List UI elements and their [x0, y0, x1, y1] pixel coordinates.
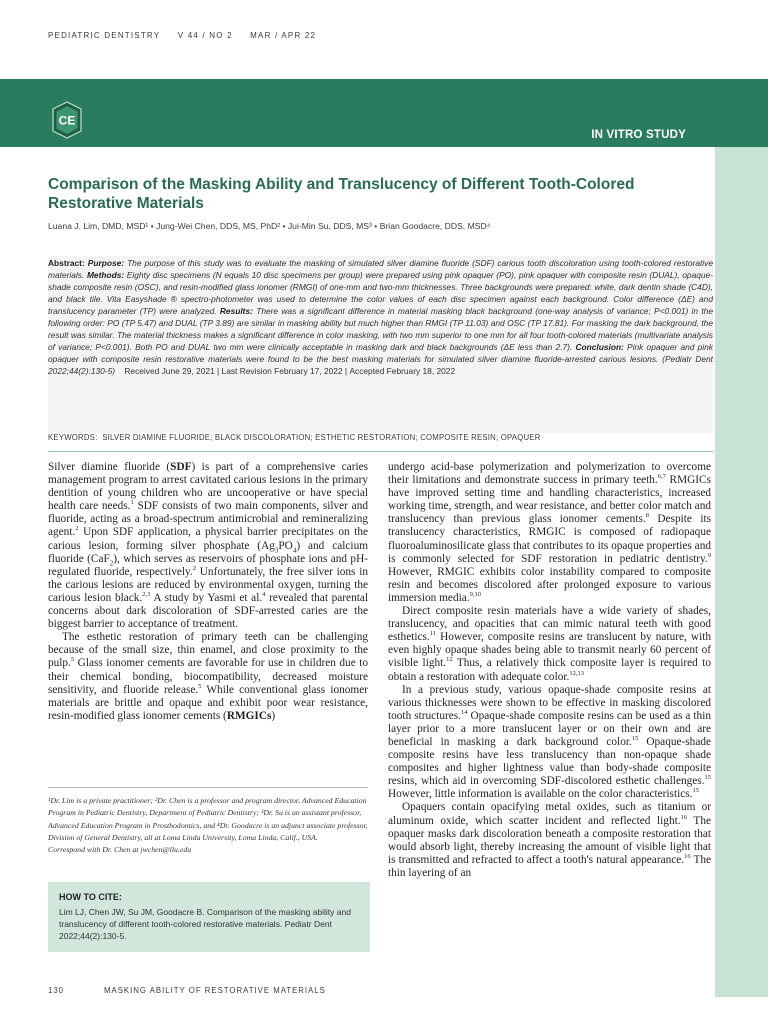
keywords-label: KEYWORDS: — [48, 433, 98, 442]
abstract-label: Abstract: — [48, 258, 85, 268]
issue-volume: V 44 / NO 2 — [177, 31, 233, 40]
methods-label: Methods: — [86, 270, 125, 281]
ce-badge-icon — [52, 101, 82, 139]
footnote-affiliations: ¹Dr. Lim is a private practitioner; ²Dr. Chen is a professor and program director, Advanced Education Program in Pediatric Dentistry, Department of Pediatric Dentistry; ³Dr. Su is an assistant professor, Advanced Education Program in Prosthodontics, and ⁴Dr. Goodacre is an adjunct associate professor, Division of General Dentistry, all at Loma Linda University, Loma Linda, Calif., USA. — [48, 796, 368, 842]
accepted-date: Accepted February 18, 2022 — [349, 366, 456, 377]
side-band — [715, 147, 768, 997]
affiliations-footnote — [48, 795, 370, 856]
separator: | — [217, 366, 220, 377]
journal-name: PEDIATRIC DENTISTRY — [48, 31, 161, 40]
body-paragraph: Direct composite resin materials have a wide variety of shades, translucency, and opacities that can mimic natural teeth with good esthetics.$^{11}$ However, composite resins are translucent by nature, with even highly opaque shades being able to transmit nearly 60 percent of visible light.$^{12}$ Thus, a relatively thick composite layer is required to obtain a restoration with adequate color.$^{12,13}$ — [388, 605, 711, 683]
citation: (Pediatr Dent 2022;44(2):130-5) — [48, 354, 714, 377]
keywords — [48, 433, 713, 442]
keywords-rule — [48, 451, 713, 452]
article-title: Comparison of the Masking Ability and Translucency of Different Tooth-Colored Restorative Materials — [48, 176, 635, 212]
footnote-correspondence: Correspond with Dr. Chen at jwchen@llu.edu — [48, 845, 192, 855]
how-to-cite-text: Lim LJ, Chen JW, Su JM, Goodacre B. Comparison of the masking ability and translucency of different tooth-colored restorative materials. Pediatr Dent 2022;44(2):130-5. — [59, 907, 351, 942]
how-to-cite-title: HOW TO CITE: — [59, 892, 122, 902]
conclusion-label: Conclusion: — [575, 342, 624, 353]
conclusion-text: Pink opaquer and pink opaquer with composite resin restorative materials were found to be the best masking materials for simulated silver diamine fluoride-arrested carious lesions. — [48, 342, 713, 365]
body-paragraph: Opaquers contain opacifying metal oxides, such as titanium or aluminum oxide, which scatter incident and reflected light.$^{16}$ The opaquer masks dark discoloration beneath a composite restoration that would absorb light, thereby increasing the amount of visible light that is transmitted and refracted to affect a tooth's natural appearance.$^{16}$ The thin layering of an — [388, 801, 712, 879]
page-number: 130 — [48, 986, 65, 995]
footnote-rule — [48, 787, 368, 788]
purpose-label: Purpose: — [87, 258, 125, 268]
body-paragraph: The esthetic restoration of primary teeth can be challenging because of the small size, thin enamel, and close proximity to the pulp.$^5$ Glass ionomer cements are favorable for use in children due to their chemical bonding, biocompatibility, decreased moisture sensitivity, and fluoride release.$^5$ While conventional glass ionomer materials are brittle and opaque and exhibit poor wear resistance, resin-modified glass ionomer cements (RMGICs) — [48, 631, 368, 722]
body-column-left — [48, 461, 368, 723]
methods-text: Eighty disc specimens (N equals 10 disc specimens per group) were prepared using pink opaquer (PO), pink opaquer with composite resin (DUAL), opaque-shade composite resin (OSC), and resin-modified glass ionomer (RMGI) of one-mm and two-mm thicknesses. Three backgrounds were prepared: white, dark dentin shade (C4D), and black tile. Vita Easyshade ® spectro-photometer was used to determine the color values of each disc specimen against each background. Color difference (ΔE) and translucency parameter (TP) were analyzed. — [48, 270, 713, 317]
issue-date: MAR / APR 22 — [250, 31, 317, 40]
results-label: Results: — [219, 306, 253, 317]
purpose-text: The purpose of this study was to evaluate the masking of simulated silver diamine fluoride (SDF) carious tooth discoloration using tooth-colored restorative materials. — [48, 258, 714, 281]
footer-short-title: MASKING ABILITY OF RESTORATIVE MATERIALS — [104, 986, 326, 995]
author-line: Luana J. Lim, DMD, MSD¹ • Jung-Wei Chen, DDS, MS, PhD² • Jui-Min Su, DDS, MS³ • Brian Goodacre, DDS, MSD⁴ — [48, 221, 491, 231]
results-text: There was a significant difference in material masking black background (one-way analysis of variance; P<0.001) in the following order: PO (TP 5.47) and DUAL (TP 3.89) are similar in masking ability but much higher than RMGI (TP 11.03) and OSC (TP 17.81). For masking the dark background, the result was similar. The material thickness makes a significant difference in color masking, with two mm superior to one mm for all four tooth-colored materials (multivariate analysis of variance; P<0.001). Both PO and DUAL two mm were clinically acceptable in masking dark and black backgrounds (ΔE less than 2.7). — [48, 306, 713, 353]
running-head — [48, 31, 330, 40]
body-column-right — [388, 461, 711, 880]
body-paragraph: In a previous study, various opaque-shade composite resins at various thicknesses were shown to be effective in masking discolored tooth structures.$^{14}$ Opaque-shade composite resins can be used as a thin layer prior to a more translucent layer or on their own and are beneficial in masking a dark background color.$^{15}$ Opaque-shade composite resins have less translucency than non-opaque shade composites and higher lightness value than body-shade composite resins, which aid in overcoming SDF-discolored esthetic challenges.$^{15}$ However, little information is available on the color characteristics.$^{15}$ — [388, 683, 711, 801]
keywords-list: SILVER DIAMINE FLUORIDE; BLACK DISCOLORATION; ESTHETIC RESTORATION; COMPOSITE RESIN; OPAQUER — [102, 433, 541, 442]
received-date: Received June 29, 2021 — [124, 366, 215, 377]
revision-date: Last Revision February 17, 2022 — [221, 366, 343, 377]
ce-letters: CE — [58, 113, 76, 128]
abstract-text — [48, 257, 713, 377]
body-paragraph: undergo acid-base polymerization and polymerization to overcome their limitations and demonstrate success in primary teeth.$^{6,7}$ RMGICs have improved setting time and handling characteristics, increased working time, strength, and wear resistance, and better color match and translucency than previous glass ionomer cements.$^8$ Despite its translucency characteristics, RMGIC is composed of radiopaque fluoroaluminosilicate glass that contributes to its opaque properties and is commonly selected for SDF restoration in pediatric dentistry.$^9$ However, RMGIC exhibits color instability compared to composite resin and becomes discolored after prolonged exposure to various immersion media.$^{9,10}$ — [388, 461, 711, 604]
separator: | — [344, 366, 348, 377]
study-type-label: IN VITRO STUDY — [591, 129, 686, 141]
page-footer — [48, 986, 326, 995]
body-paragraph: Silver diamine fluoride (SDF) is part of a comprehensive caries management program to arrest cavitated carious lesions in the primary dentition of young children who are uncooperative or have special health care needs.$^1$ SDF consists of two main components, silver and fluoride, acting as a broad-spectrum antimicrobial and remineralizing agent.$^2$ Upon SDF application, a physical barrier precipitates on the carious lesion, forming silver phosphate $(Ag_3PO_4)$ and calcium fluoride (CaF$_2$), which serves as reservoirs of phosphate ions and pH-regulated fluoride, respectively.$^2$ Unfortunately, the free silver ions in the carious lesions are reduced by environmental oxygen, turning the carious lesion black.$^{2,3}$ A study by Yasmi et al.$^4$ revealed that parental concerns about dark discoloration of SDF-arrested caries are the biggest barrier to acceptance of treatment. — [48, 461, 369, 631]
